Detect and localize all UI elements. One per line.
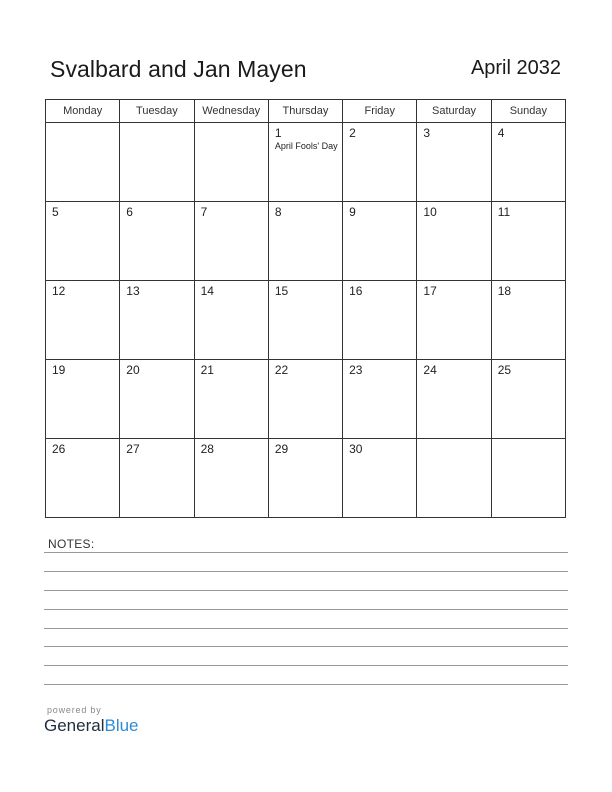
day-number: 8	[274, 205, 282, 219]
generalblue-logo	[44, 716, 139, 736]
day-number: 5	[52, 205, 59, 219]
day-cell	[194, 202, 268, 281]
week-row	[46, 123, 566, 202]
calendar-title: Svalbard and Jan Mayen	[50, 56, 307, 82]
day-cell	[491, 281, 565, 360]
weekday-header: Tuesday	[120, 100, 194, 123]
day-cell	[343, 360, 417, 439]
weekday-header-row	[46, 100, 566, 123]
day-cell	[491, 202, 565, 281]
month-year: April 2032	[470, 57, 561, 79]
day-cell	[268, 360, 342, 439]
day-number: 6	[126, 205, 133, 219]
day-number: 20	[126, 363, 140, 377]
notes-label: NOTES:	[48, 537, 95, 551]
notes-line	[44, 684, 568, 685]
weekday-header: Friday	[343, 100, 417, 123]
day-number: 23	[349, 363, 363, 377]
day-cell	[194, 281, 268, 360]
day-cell	[194, 439, 268, 518]
day-number: 17	[423, 284, 437, 298]
notes-line	[44, 590, 568, 591]
notes-line	[44, 609, 568, 610]
day-number: 2	[349, 126, 356, 140]
day-cell	[417, 123, 491, 202]
week-row	[46, 202, 566, 281]
day-cell	[46, 123, 120, 202]
day-cell	[491, 439, 565, 518]
day-number: 16	[349, 284, 363, 298]
day-number: 4	[497, 126, 505, 140]
day-cell	[268, 281, 342, 360]
weekday-header: Wednesday	[194, 100, 268, 123]
day-cell	[194, 360, 268, 439]
day-cell	[46, 202, 120, 281]
day-cell	[120, 123, 194, 202]
day-cell	[268, 202, 342, 281]
day-number: 26	[52, 442, 66, 456]
day-cell	[343, 123, 417, 202]
week-row	[46, 360, 566, 439]
day-cell	[343, 281, 417, 360]
powered-by-text: powered by	[47, 705, 102, 715]
day-cell	[120, 360, 194, 439]
day-number: 29	[274, 442, 289, 456]
day-number: 22	[274, 363, 289, 377]
day-cell	[268, 123, 342, 202]
day-cell	[46, 281, 120, 360]
day-number: 30	[349, 442, 363, 456]
day-number: 27	[126, 442, 140, 456]
weekday-header: Thursday	[268, 100, 342, 123]
day-number: 25	[497, 363, 512, 377]
weekday-header: Monday	[46, 100, 120, 123]
week-row	[46, 281, 566, 360]
day-cell	[491, 123, 565, 202]
day-cell	[46, 360, 120, 439]
day-number: 12	[52, 284, 66, 298]
day-cell	[343, 439, 417, 518]
day-number: 24	[423, 363, 437, 377]
notes-line	[44, 665, 568, 666]
day-cell	[343, 202, 417, 281]
day-number: 18	[497, 284, 512, 298]
day-cell	[417, 439, 491, 518]
calendar-grid	[45, 99, 566, 518]
notes-line	[44, 571, 568, 572]
day-cell	[120, 202, 194, 281]
day-cell	[120, 439, 194, 518]
day-number: 21	[200, 363, 214, 377]
day-number: 14	[200, 284, 214, 298]
day-number: 1	[274, 126, 282, 140]
day-number: 19	[52, 363, 66, 377]
day-number: 15	[274, 284, 289, 298]
day-number: 10	[423, 205, 437, 219]
day-number: 7	[200, 205, 208, 219]
day-cell	[120, 281, 194, 360]
day-number: 11	[497, 205, 511, 219]
day-cell	[417, 360, 491, 439]
day-cell	[417, 202, 491, 281]
notes-line	[44, 646, 568, 647]
day-cell	[46, 439, 120, 518]
day-cell	[268, 439, 342, 518]
day-number: 13	[126, 284, 140, 298]
logo-blue: Blue	[104, 716, 139, 735]
day-cell	[194, 123, 268, 202]
weekday-header: Sunday	[491, 100, 565, 123]
notes-line	[44, 628, 568, 629]
day-number: 3	[423, 126, 431, 140]
week-row	[46, 439, 566, 518]
weekday-header: Saturday	[417, 100, 491, 123]
day-number: 28	[200, 442, 214, 456]
notes-line	[44, 552, 568, 553]
day-number: 9	[349, 205, 356, 219]
logo-general: General	[44, 716, 105, 735]
day-cell	[417, 281, 491, 360]
holiday-event: April Fools' Day	[274, 141, 338, 151]
day-cell	[491, 360, 565, 439]
